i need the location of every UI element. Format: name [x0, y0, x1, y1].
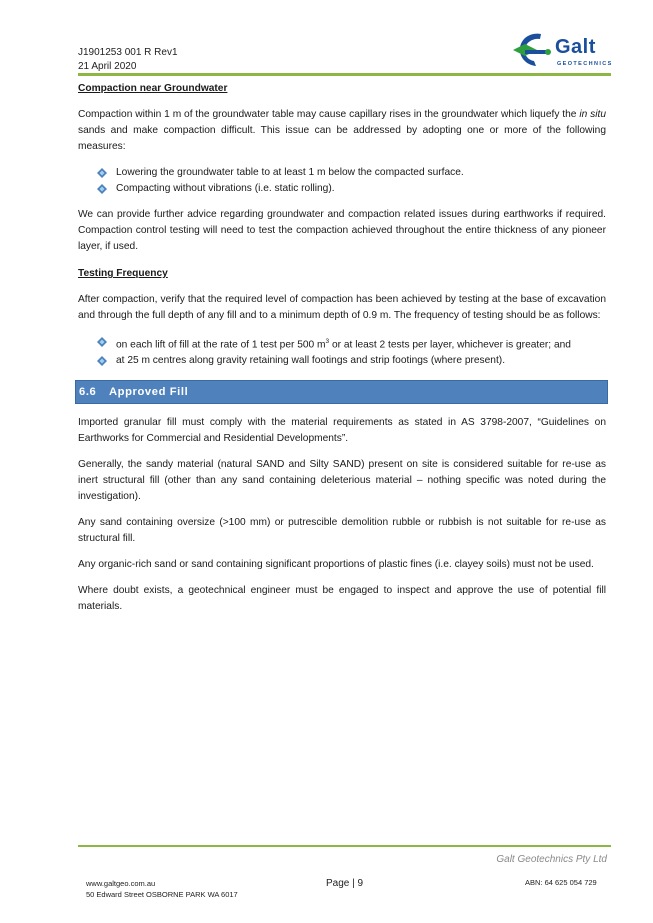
document-date: 21 April 2020: [78, 61, 137, 72]
page-content: [78, 80, 606, 615]
footer-address: 50 Edward Street OSBORNE PARK WA 6017: [86, 890, 238, 899]
fill-paragraph-1: Imported granular fill must comply with the material requirements as stated in AS 3798-2007, “Guidelines on Earthworks for Commercial and Residential Developments”.: [78, 417, 606, 445]
fill-paragraph-3: Any sand containing oversize (>100 mm) or putrescible demolition rubble or rubbish is not suitable for re-use as structural fill.: [78, 517, 606, 545]
testing-paragraph-1: After compaction, verify that the required level of compaction has been achieved by testing at the base of excavation and through the full depth of any fill and to a minimum depth of 0.9 m. The frequency of testing should be as follows:: [78, 294, 606, 321]
fill-paragraph-2: Generally, the sandy material (natural SAND and Silty SAND) present on site is considered suitable for re-use as inert structural fill (other than any sand containing deleterious material – nothing specific was noted during the investigation).: [78, 459, 606, 503]
list-item: at 25 m centres along gravity retaining wall footings and strip footings (where present).: [78, 353, 606, 369]
list-item: on each lift of fill at the rate of 1 test per 500 $m^3$ or at least 2 tests per layer, whichever is greater; and: [78, 334, 606, 353]
section-heading-approved-fill: [75, 380, 608, 404]
section-number: 6.6: [79, 386, 97, 399]
diamond-bullet-icon: [97, 168, 107, 178]
footer-website: www.galtgeo.com.au: [86, 879, 156, 888]
logo-subtitle: GEOTECHNICS: [557, 61, 613, 67]
logo-wordmark: Galt: [555, 36, 596, 58]
company-logo: [511, 30, 611, 72]
diamond-bullet-icon: [97, 184, 107, 194]
list-item: Compacting without vibrations (i.e. static rolling).: [78, 181, 606, 197]
diamond-bullet-icon: [97, 337, 107, 347]
compaction-measures-list: [78, 165, 606, 197]
footer-company-name: Galt Geotechnics Pty Ltd: [496, 854, 607, 865]
footer-abn: ABN: 64 625 054 729: [525, 878, 597, 887]
footer-rule: [78, 845, 611, 847]
list-item: Lowering the groundwater table to at least 1 m below the compacted surface.: [78, 165, 606, 181]
section-title: Approved Fill: [109, 386, 189, 399]
testing-frequency-list: [78, 334, 606, 369]
diamond-bullet-icon: [97, 356, 107, 366]
header-rule: [78, 73, 611, 76]
galt-logo-icon: [511, 30, 555, 72]
compaction-paragraph-2: We can provide further advice regarding groundwater and compaction related issues during earthworks if required. Compaction control testing will need to test the compaction achieved throughout the entire thickness of any pioneer layer, if used.: [78, 209, 606, 252]
compaction-paragraph-1: Compaction within 1 m of the groundwater table may cause capillary rises in the groundwater which liquefy the in situ sands and make compaction difficult. This issue can be addressed by adopting one or more of the following measures:: [78, 109, 606, 152]
fill-paragraph-4: Any organic-rich sand or sand containing significant proportions of plastic fines (i.e. clayey soils) must not be used.: [78, 559, 594, 571]
footer-contact: [86, 878, 238, 900]
document-reference: J1901253 001 R Rev1: [78, 47, 178, 58]
testing-heading: Testing Frequency: [78, 268, 168, 279]
compaction-heading: Compaction near Groundwater: [78, 83, 228, 94]
fill-paragraph-5: Where doubt exists, a geotechnical engineer must be engaged to inspect and approve the use of potential fill materials.: [78, 585, 606, 613]
document-header: [78, 46, 178, 74]
page-number: Page | 9: [326, 878, 364, 889]
